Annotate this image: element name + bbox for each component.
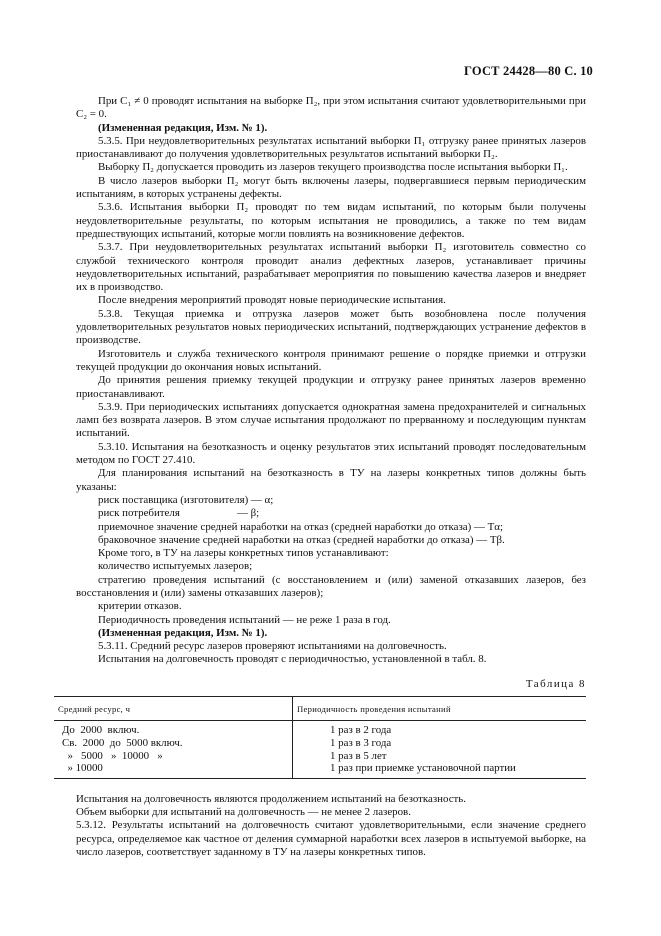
table-cell: » 10000 bbox=[62, 762, 103, 775]
table-cell: Св. 2000 до 5000 включ. bbox=[62, 736, 183, 749]
table-header-resource: Средний ресурс, ч bbox=[54, 697, 293, 721]
paragraph: После внедрения мероприятий проводят новые периодические испытания. bbox=[98, 294, 446, 307]
paragraph: Испытания на долговечность являются продолжением испытаний на безотказность. bbox=[76, 792, 466, 805]
paragraph: браковочное значение средней наработки на отказ (средней наработки до отказа) — Tβ. bbox=[98, 533, 505, 546]
paragraph: стратегию проведения испытаний (с восстановлением и (или) заменой отказавших лазеров, без восстановления и (или) замены отказавших лазеров); bbox=[76, 573, 586, 599]
paragraph: приемочное значение средней наработки на отказ (средней наработки до отказа) — Tα; bbox=[98, 520, 503, 533]
post-table-text bbox=[76, 793, 586, 859]
paragraph: риск потребителя — β; bbox=[98, 507, 260, 520]
paragraph: (Измененная редакция, Изм. № 1). bbox=[98, 121, 268, 134]
paragraph: 5.3.8. Текущая приемка и отгрузка лазеров может быть возобновлена после получения удовлетворительных результатов новых периодических испытаний, подтверждающих устранение дефектов в производстве. bbox=[76, 307, 586, 347]
paragraph: 5.3.7. При неудовлетворительных результатах испытаний выборки П₂ изготовитель совместно со службой технического контроля проводит анализ дефектных лазеров, устанавливает причины неудовлетворительных испытаний, разрабатывает мероприятия по повышению качества лазеров и внедряет их в производство. bbox=[76, 241, 586, 294]
table-header-periodicity: Периодичность проведения испытаний bbox=[293, 697, 587, 721]
paragraphs bbox=[76, 95, 586, 667]
paragraph: Объем выборки для испытаний на долговечность — не менее 2 лазеров. bbox=[76, 806, 411, 819]
paragraph: В число лазеров выборки П₂ могут быть включены лазеры, подвергавшиеся первым периодическим испытаниям, в которых устранены дефекты. bbox=[76, 174, 586, 201]
paragraph: До принятия решения приемку текущей продукции и отгрузку ранее принятых лазеров временно приостанавливают. bbox=[76, 374, 586, 400]
table-cell: До 2000 включ. bbox=[62, 724, 140, 737]
paragraph: количество испытуемых лазеров; bbox=[98, 560, 253, 573]
paragraph: 5.3.6. Испытания выборки П₂ проводят по тем видам испытаний, по которым были получены неудовлетворительные результаты, по которым испытания не проводились, а также по тем видам предшествующих испытаний, которые могли повлиять на возникновение дефектов. bbox=[76, 201, 586, 240]
table-cell: 1 раз при приемке установочной партии bbox=[330, 762, 516, 775]
table-8 bbox=[54, 696, 586, 779]
table-col-resource bbox=[54, 721, 293, 778]
paragraph: Для планирования испытаний на безотказность в ТУ на лазеры конкретных типов должны быть указаны: bbox=[76, 467, 586, 493]
paragraph: Периодичность проведения испытаний — не реже 1 раза в год. bbox=[98, 613, 391, 626]
paragraph: При C₁ ≠ 0 проводят испытания на выборке П₂, при этом испытания считают удовлетворительными при C₂ = 0. bbox=[76, 95, 586, 121]
table-caption: Таблица 8 bbox=[525, 677, 586, 690]
paragraph: 5.3.10. Испытания на безотказность и оценку результатов этих испытаний проводят последовательным методом по ГОСТ 27.410. bbox=[76, 440, 586, 467]
paragraph: (Измененная редакция, Изм. № 1). bbox=[98, 626, 268, 639]
paragraph: 5.3.11. Средний ресурс лазеров проверяют испытаниями на долговечность. bbox=[98, 640, 447, 653]
paragraph: критерии отказов. bbox=[98, 600, 182, 613]
document-body bbox=[58, 95, 586, 859]
table-cell: » 5000 » 10000 » bbox=[62, 749, 163, 762]
paragraph: Кроме того, в ТУ на лазеры конкретных типов устанавливают: bbox=[98, 547, 389, 560]
paragraph: 5.3.9. При периодических испытаниях допускается однократная замена предохранителей и сигнальных ламп без возврата лазеров. В этом случае испытания продолжают по прерванному и последующим пунктам испытаний. bbox=[76, 400, 586, 440]
paragraph: 5.3.12. Результаты испытаний на долговечность считают удовлетворительными, если значение среднего ресурса, определяемое как частное от деления суммарной наработки всех лазеров в испытуемой выборке, на число лазеров, соответствует заданному в ТУ на лазеры конкретных типов. bbox=[76, 819, 586, 858]
paragraph: Выборку П₂ допускается проводить из лазеров текущего производства после испытания выборки П₁. bbox=[98, 161, 568, 174]
table-cell: 1 раз в 5 лет bbox=[330, 749, 387, 762]
paragraph: 5.3.5. При неудовлетворительных результатах испытаний выборки П₁ отгрузку ранее принятых лазеров приостанавливают до получения удовлетворительных результатов испытаний выборки П₂. bbox=[76, 134, 586, 161]
page-header: ГОСТ 24428—80 С. 10 bbox=[464, 64, 593, 78]
paragraph: Испытания на долговечность проводят с периодичностью, установленной в табл. 8. bbox=[98, 653, 487, 666]
paragraph: риск поставщика (изготовителя) — α; bbox=[98, 493, 274, 506]
paragraph: Изготовитель и служба технического контроля принимают решение о порядке приемки и отгрузки текущей продукции до окончания новых испытаний. bbox=[76, 347, 586, 373]
table-cell: 1 раз в 3 года bbox=[330, 736, 392, 749]
table-col-periodicity bbox=[293, 721, 587, 778]
table-cell: 1 раз в 2 года bbox=[330, 724, 392, 737]
